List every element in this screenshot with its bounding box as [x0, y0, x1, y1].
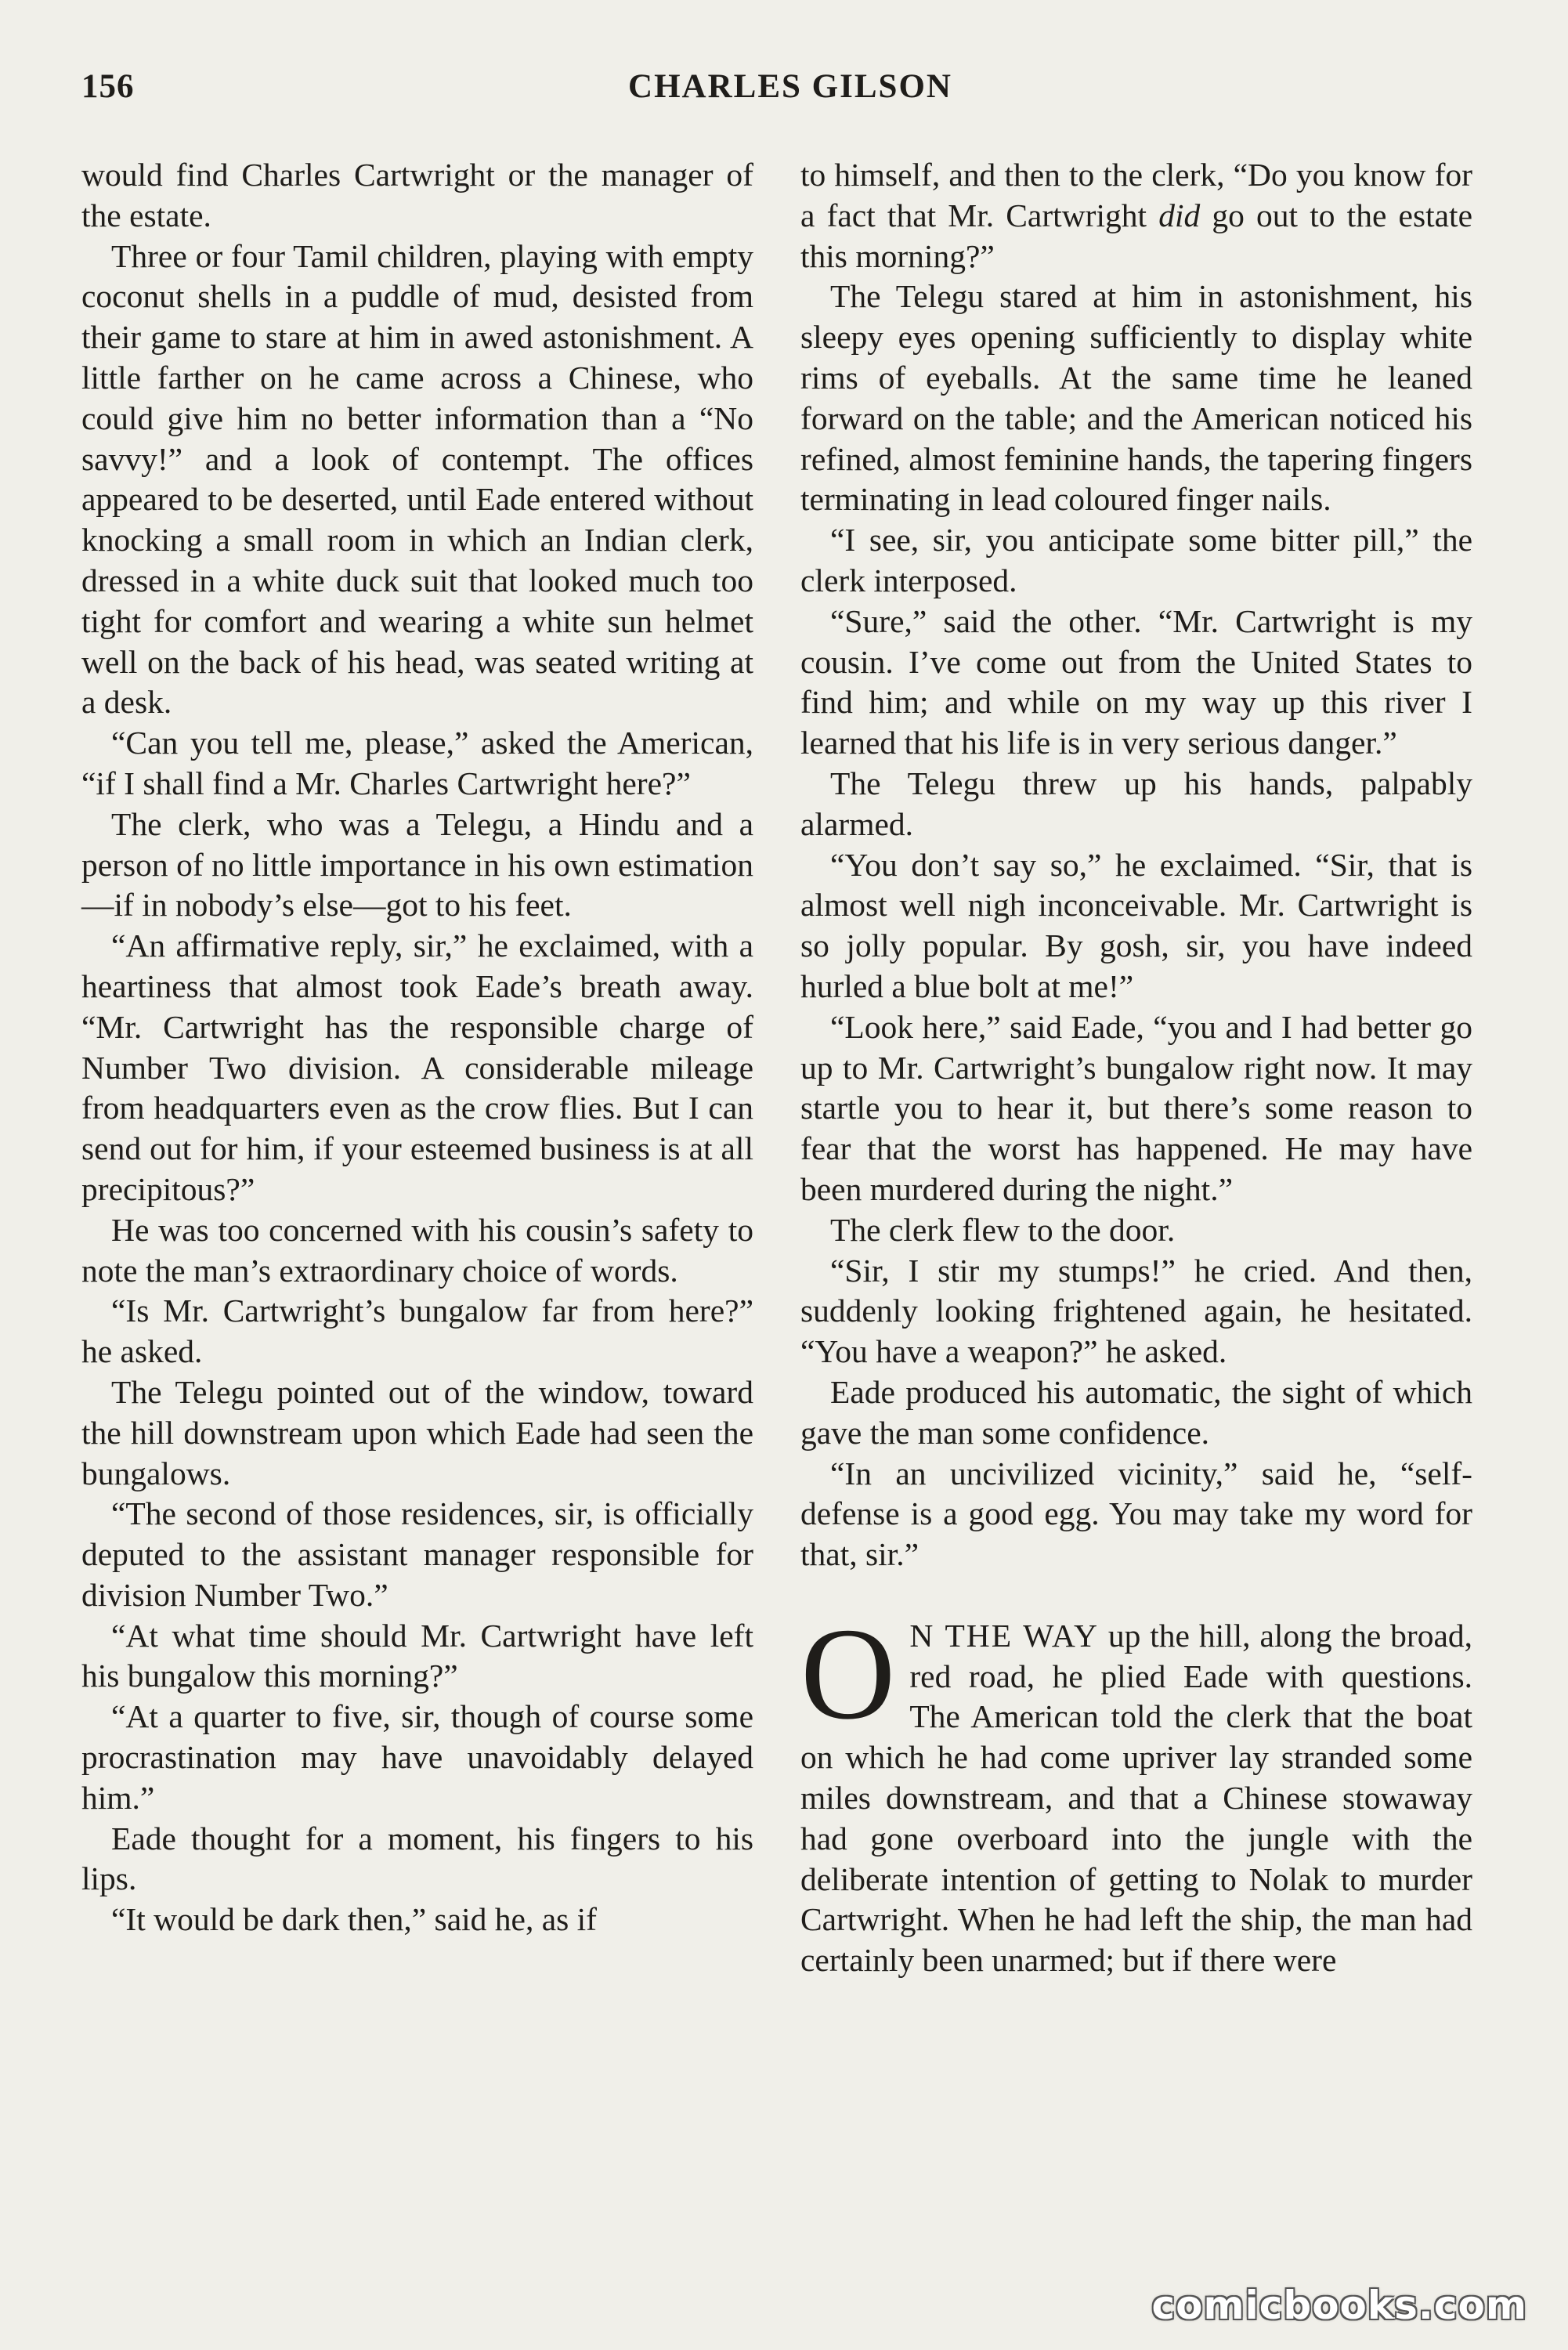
right-column — [800, 155, 1472, 1981]
paragraph: “Look here,” said Eade, “you and I had better go up to Mr. Cartwright’s bungalow right now. It may startle you to hear it, but there’s some reason to fear that the worst has happened. He may have been murdered during the night.” — [800, 1008, 1472, 1207]
paragraph: “At a quarter to five, sir, though of course some procrastination may have unavoidably delayed him.” — [81, 1698, 753, 1816]
paragraph: Eade produced his automatic, the sight of which gave the man some confidence. — [800, 1373, 1472, 1451]
paragraph: “An affirmative reply, sir,” he exclaimed, with a heartiness that almost took Eade’s breath away. “Mr. Cartwright has the responsible charge of Number Two division. A considerable mileage from headquarters even as the crow flies. But I can send out for him, if your esteemed business is at all precipitous?” — [81, 927, 753, 1207]
section-opening-paragraph — [800, 1600, 1473, 1981]
paragraph: He was too concerned with his cousin’s safety to note the man’s extraordinary choice of words. — [81, 1211, 753, 1289]
watermark-logo: comicbooks.com — [1151, 2283, 1527, 2328]
paragraph: “In an uncivilized vicinity,” said he, “self-defense is a good egg. You may take my word for that, sir.” — [800, 1455, 1472, 1573]
paragraph: “Sure,” said the other. “Mr. Cartwright is my cousin. I’ve come out from the United States to find him; and while on my way up this river I learned that his life is in very serious danger.” — [800, 602, 1472, 761]
paragraph: The clerk, who was a Telegu, a Hindu and a person of no little importance in his own estimation—if in nobody’s else—got to his feet. — [81, 805, 753, 924]
paragraph: Eade thought for a moment, his fingers to his lips. — [81, 1820, 753, 1897]
paragraph: “Sir, I stir my stumps!” he cried. And then, suddenly looking frightened again, he hesitated. “You have a weapon?” he asked. — [800, 1252, 1472, 1370]
paragraph — [800, 155, 1472, 277]
running-head: CHARLES GILSON — [628, 68, 952, 105]
italic-text: did — [1158, 197, 1201, 233]
paragraph: “The second of those residences, sir, is officially deputed to the assistant manager responsible for division Number Two.” — [81, 1495, 753, 1613]
paragraph: The Telegu stared at him in astonishment, his sleepy eyes opening sufficiently to display white rims of eyeballs. At the same time he leaned forward on the table; and the American noticed his refined, almost feminine hands, the tapering fingers terminating in lead coloured finger nails. — [800, 278, 1472, 518]
paragraph: The Telegu threw up his hands, palpably alarmed. — [800, 765, 1472, 842]
left-column — [81, 155, 753, 1940]
paragraph: The clerk flew to the door. — [830, 1211, 1176, 1248]
paragraph: “At what time should Mr. Cartwright have left his bungalow this morning?” — [81, 1617, 753, 1694]
paragraph: The Telegu pointed out of the window, toward the hill downstream upon which Eade had seen the bungalows. — [81, 1373, 753, 1491]
page-header — [81, 67, 1499, 122]
paragraph: “Can you tell me, please,” asked the American, “if I shall find a Mr. Charles Cartwright here?” — [81, 725, 753, 801]
page-number: 156 — [81, 68, 135, 105]
drop-cap: O — [800, 1600, 896, 1747]
paragraph: “I see, sir, you anticipate some bitter pill,” the clerk interposed. — [800, 522, 1472, 598]
paragraph: “You don’t say so,” he exclaimed. “Sir, that is almost well nigh inconceivable. Mr. Cartwright is so jolly popular. By gosh, sir, you have indeed hurled a blue bolt at me!” — [800, 846, 1472, 1004]
text-run: go out to the estate this morning?” — [800, 197, 1472, 274]
paragraph: would find Charles Cartwright or the manager of the estate. — [81, 157, 753, 233]
paragraph: “Is Mr. Cartwright’s bungalow far from here?” he asked. — [81, 1292, 753, 1370]
text-run: to himself, and then to the clerk, “Do you know for a fact that Mr. Cartwright — [800, 157, 1472, 233]
paragraph: Three or four Tamil children, playing with empty coconut shells in a puddle of mud, desisted from their game to stare at him in awed astonishment. A little farther on he came across a Chinese, who could give him no better information than a “No savvy!” and a look of contempt. The offices appeared to be deserted, until Eade entered without knocking a small room in which an Indian clerk, dressed in a white duck suit that looked much too tight for comfort and wearing a white sun helmet well on the back of his head, was seated writing at a desk. — [81, 237, 753, 721]
paragraph: “It would be dark then,” said he, as if — [111, 1901, 597, 1938]
text-run: up the hill, along the broad, red road, he plied Eade with questions. The American told the clerk that the boat on which he had come upriver lay stranded some miles downstream, and that a Chinese stowaway had gone overboard into the jungle with the deliberate intention of getting to Nolak to murder Cartwright. When he had left the ship, the man had certainly been unarmed; but if there were — [800, 1617, 1473, 1979]
section-lead-in: N THE WAY — [909, 1617, 1099, 1654]
